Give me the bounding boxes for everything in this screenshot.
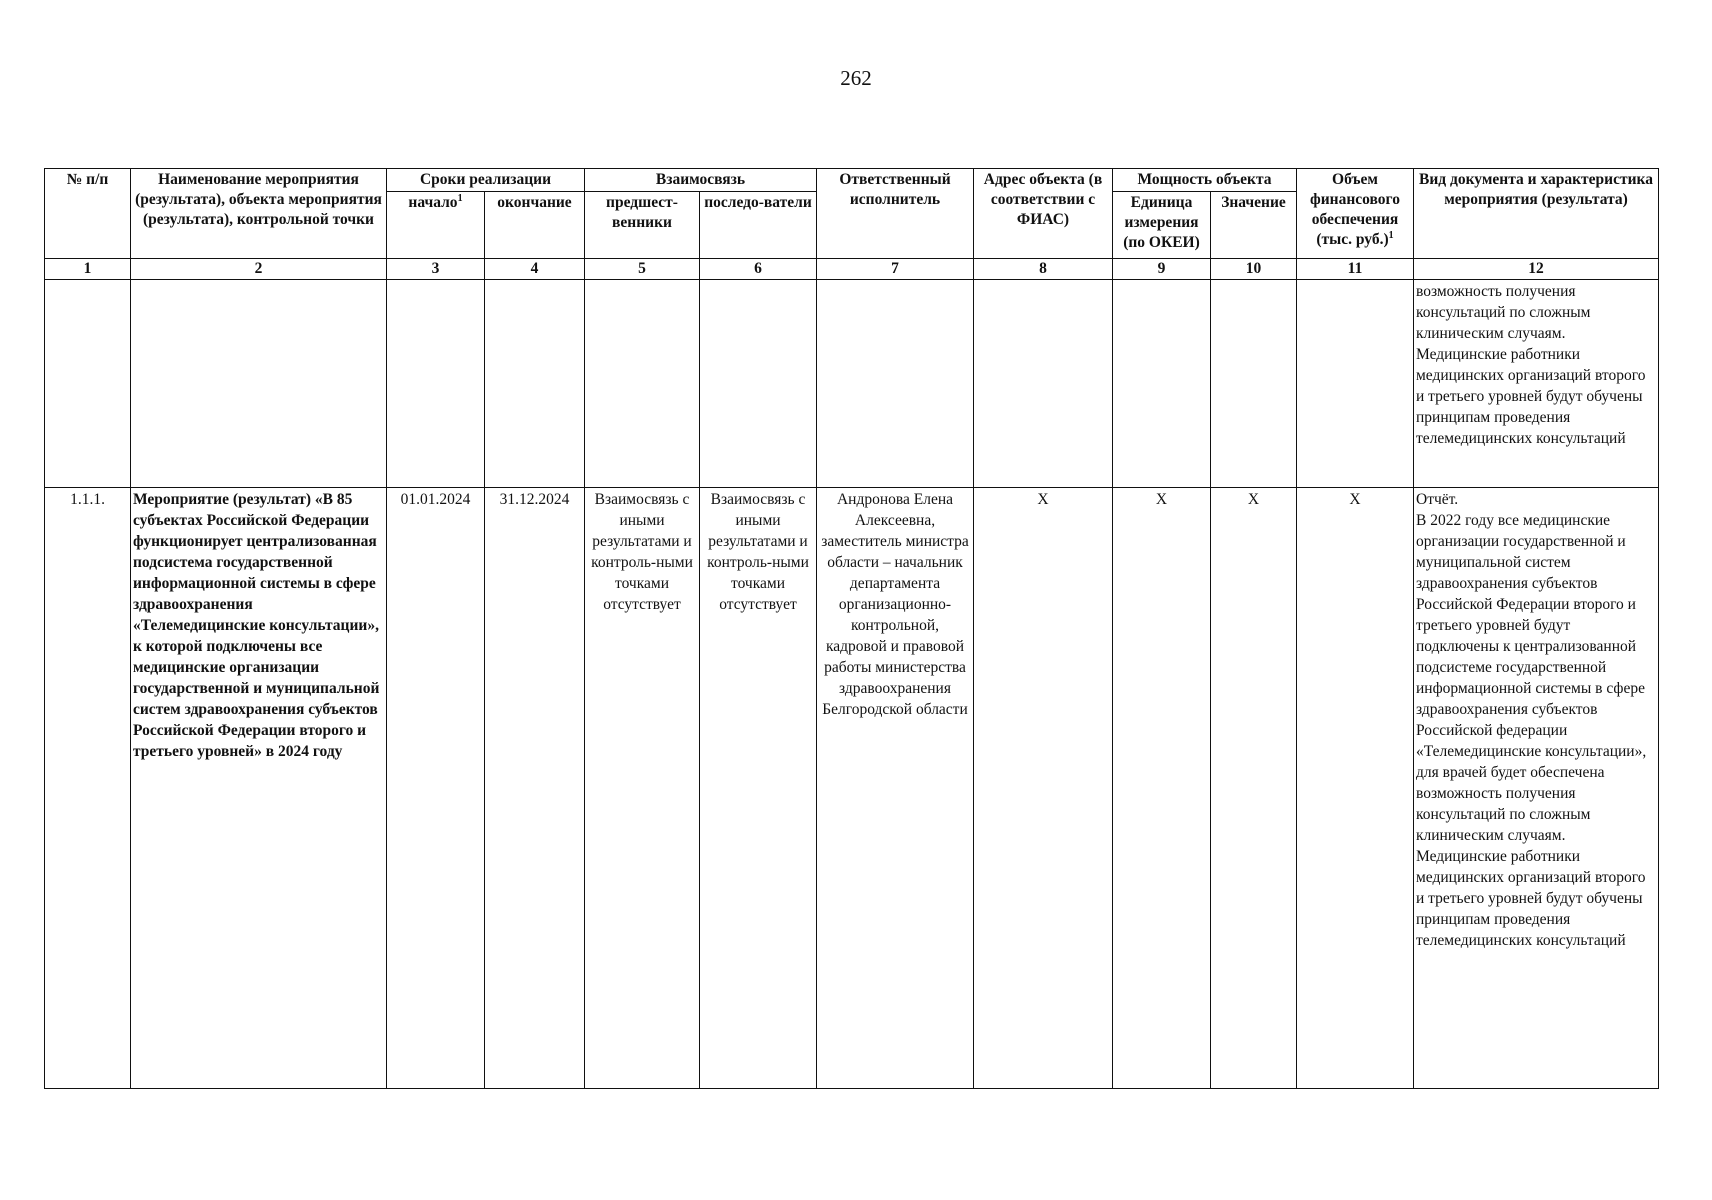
header-row-1: [45, 169, 1659, 192]
header-value: Значение: [1211, 192, 1297, 259]
row-unit: [1113, 280, 1211, 488]
row-unit: Х: [1113, 488, 1211, 1089]
column-number: 2: [131, 259, 387, 280]
row-num: [45, 280, 131, 488]
row-end: 31.12.2024: [485, 488, 585, 1089]
column-number: 8: [974, 259, 1113, 280]
row-financing: Х: [1297, 488, 1414, 1089]
header-relation-group: Взаимосвязь: [585, 169, 817, 192]
row-name: [131, 280, 387, 488]
row-start: [387, 280, 485, 488]
header-name: Наименование мероприятия (результата), объекта мероприятия (результата), контрольной точки: [131, 169, 387, 259]
column-numbers-row: [45, 259, 1659, 280]
row-name: Мероприятие (результат) «В 85 субъектах Российской Федерации функционирует централизованная подсистема государственной информационной системы в сфере здравоохранения «Телемедицинские консультации», к которой подключены все медицинские организации государственной и муниципальной систем здравоохранения субъектов Российской Федерации второго и третьего уровней» в 2024 году: [131, 488, 387, 1089]
page-number: 262: [840, 66, 872, 90]
row-document: возможность получения консультаций по сложным клиническим случаям. Медицинские работники медицинских организаций второго и третьего уровней будут обучены принципам проведения телемедицинских консультаций: [1414, 280, 1659, 488]
column-number: 11: [1297, 259, 1414, 280]
column-number: 5: [585, 259, 700, 280]
header-capacity-group: Мощность объекта: [1113, 169, 1297, 192]
activities-table: [44, 168, 1659, 1089]
column-number: 12: [1414, 259, 1659, 280]
row-predecessors: Взаимосвязь с иными результатами и контроль-ными точками отсутствует: [585, 488, 700, 1089]
column-number: 7: [817, 259, 974, 280]
row-value: [1211, 280, 1297, 488]
column-number: 10: [1211, 259, 1297, 280]
column-number: 9: [1113, 259, 1211, 280]
header-predecessors: предшест-венники: [585, 192, 700, 259]
header-address: Адрес объекта (в соответствии с ФИАС): [974, 169, 1113, 259]
header-unit: Единица измерения (по ОКЕИ): [1113, 192, 1211, 259]
row-num: 1.1.1.: [45, 488, 131, 1089]
column-number: 3: [387, 259, 485, 280]
header-terms-group: Сроки реализации: [387, 169, 585, 192]
table-row: [45, 488, 1659, 1089]
row-predecessors: [585, 280, 700, 488]
header-responsible: Ответственный исполнитель: [817, 169, 974, 259]
column-number: 4: [485, 259, 585, 280]
row-value: Х: [1211, 488, 1297, 1089]
row-successors: [700, 280, 817, 488]
row-responsible: Андронова Елена Алексеевна, заместитель министра области – начальник департамента организационно-контрольной, кадровой и правовой работы министерства здравоохранения Белгородской области: [817, 488, 974, 1089]
column-number: 1: [45, 259, 131, 280]
row-end: [485, 280, 585, 488]
row-successors: Взаимосвязь с иными результатами и контроль-ными точками отсутствует: [700, 488, 817, 1089]
header-start: начало$^1$: [387, 192, 485, 259]
header-financing: Объем финансового обеспечения (тыс. руб.)$^1$: [1297, 169, 1414, 259]
header-document: Вид документа и характеристика мероприятия (результата): [1414, 169, 1659, 259]
row-address: [974, 280, 1113, 488]
row-document: Отчёт. В 2022 году все медицинские организации государственной и муниципальной систем здравоохранения субъектов Российской Федерации второго и третьего уровней будут подключены к централизованной подсистеме государственной информационной системы в сфере здравоохранения субъектов Российской федерации «Телемедицинские консультации», для врачей будет обеспечена возможность получения консультаций по сложным клиническим случаям. Медицинские работники медицинских организаций второго и третьего уровней будут обучены принципам проведения телемедицинских консультаций: [1414, 488, 1659, 1089]
row-address: Х: [974, 488, 1113, 1089]
row-start: 01.01.2024: [387, 488, 485, 1089]
row-financing: [1297, 280, 1414, 488]
table-row: [45, 280, 1659, 488]
row-responsible: [817, 280, 974, 488]
column-number: 6: [700, 259, 817, 280]
header-end: окончание: [485, 192, 585, 259]
header-num: № п/п: [45, 169, 131, 259]
header-successors: последо-ватели: [700, 192, 817, 259]
